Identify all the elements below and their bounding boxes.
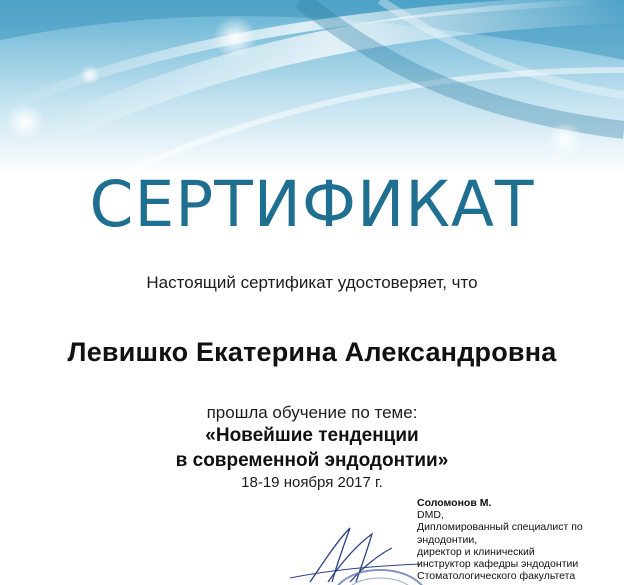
- recipient-name: Левишко Екатерина Александровна: [67, 337, 557, 367]
- signer-line: инструктор кафедры эндодонтии: [417, 558, 579, 571]
- signer-line: директор и клинический: [417, 545, 535, 558]
- signer-line: DMD,: [417, 509, 444, 522]
- certificate-intro: Настоящий сертификат удостоверяет, что: [146, 273, 478, 292]
- topic-intro: прошла обучение по теме:: [206, 403, 418, 422]
- course-dates: 18-19 ноября 2017 г.: [241, 474, 383, 491]
- header-background-art: [0, 0, 624, 175]
- signer-line: Дипломированный специалист по: [417, 521, 583, 534]
- signer-name: Соломонов М.: [417, 497, 492, 509]
- course-topic-line-1: «Новейшие тенденции: [205, 425, 419, 446]
- signer-line: Стоматологического факультета: [417, 570, 576, 583]
- course-topic-line-2: в современной эндодонтии»: [175, 450, 449, 471]
- certificate-title: СЕРТИФИКАТ: [89, 168, 535, 241]
- signer-block: [417, 497, 622, 582]
- signer-line: эндодонтии,: [417, 533, 478, 546]
